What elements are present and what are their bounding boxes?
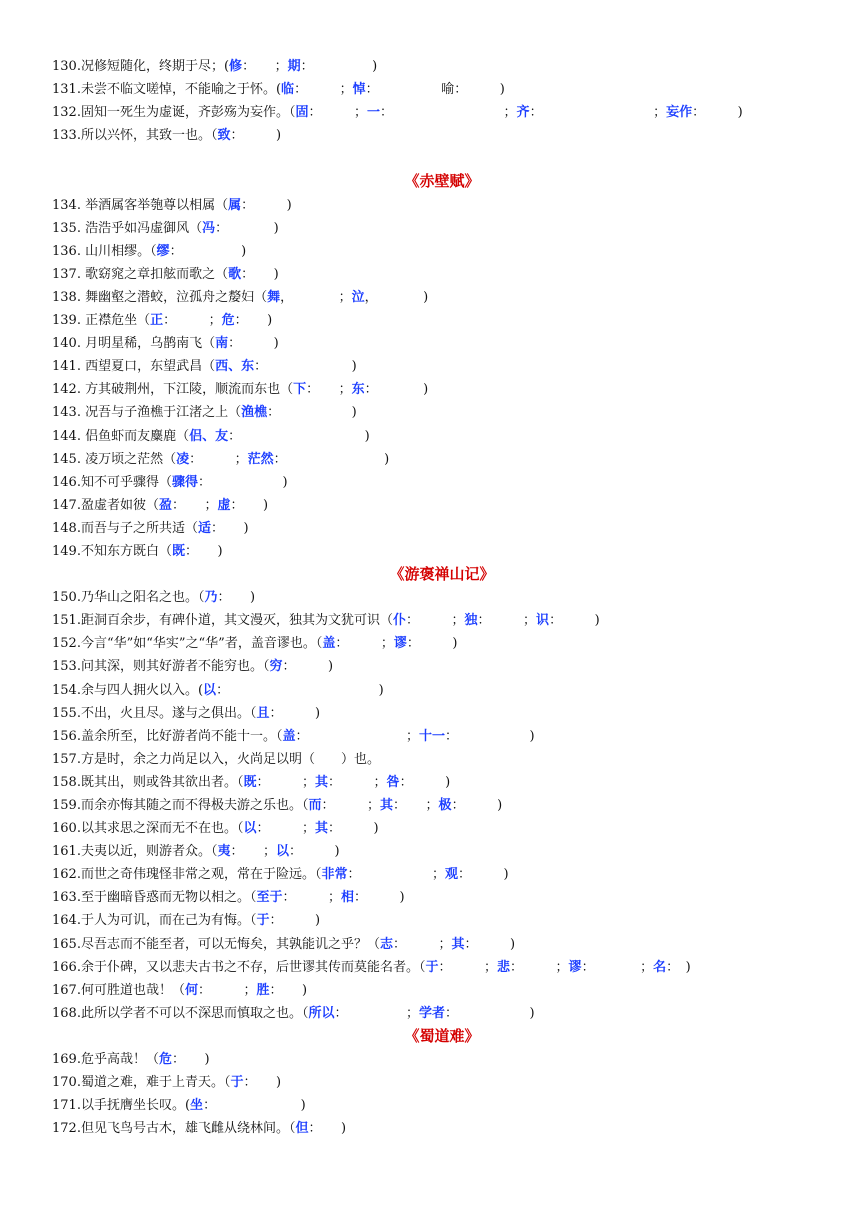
answer-blank[interactable]: (修： ；期： ) <box>223 59 378 74</box>
answer-blank[interactable]: （危： ) <box>145 1052 210 1068</box>
question-text: 固知一死生为虚诞，齐彭殇为妄作。 <box>80 105 289 121</box>
question-item <box>52 748 832 771</box>
question-text: 余与四人拥火以入。 <box>80 682 198 698</box>
question-item <box>52 494 832 517</box>
question-number: 172. <box>52 1121 81 1137</box>
answer-blank[interactable]: （仆： ；独： ；识： ) <box>379 613 600 629</box>
question-text: 未尝不临文嗟悼，不能喻之于怀。 <box>80 82 276 98</box>
question-text: 而吾与子之所共适 <box>80 520 185 536</box>
question-item <box>52 401 832 424</box>
answer-blank[interactable]: （非常： ；观： ) <box>314 867 509 883</box>
answer-blank[interactable]: （凌： ；茫然： ) <box>163 451 390 467</box>
question-number: 170. <box>52 1075 81 1091</box>
question-item <box>52 78 832 101</box>
question-text: 余于仆碑，又以悲夫古书之不存，后世谬其传而莫能名者。 <box>80 959 419 975</box>
question-number: 164. <box>52 913 81 929</box>
question-number: 154. <box>52 682 81 698</box>
answer-blank[interactable]: （盖： ；谬： ) <box>315 636 458 652</box>
answer-blank[interactable]: （舞， ；泣， ) <box>254 289 429 305</box>
question-item <box>52 448 832 471</box>
question-number: 153. <box>52 659 81 675</box>
answer-blank[interactable]: （乃： ) <box>197 590 256 606</box>
question-item <box>52 679 832 702</box>
question-item <box>52 240 832 263</box>
question-item <box>52 55 832 78</box>
answer-blank[interactable]: (临： ；悼： 喻： ) <box>275 82 505 98</box>
answer-blank[interactable]: （于： ) <box>249 913 321 929</box>
answer-blank[interactable]: （固： ；一： ；齐： ；妄作： ) <box>288 105 743 121</box>
question-text: 乃华山之阳名之也。 <box>80 590 198 606</box>
question-text: 以手抚膺坐长叹。 <box>80 1098 185 1114</box>
question-item <box>52 909 832 932</box>
question-text: 夫夷以近，则游者众。 <box>80 844 211 860</box>
question-item <box>52 355 832 378</box>
answer-blank[interactable]: （穷： ) <box>262 659 334 675</box>
answer-blank[interactable]: （渔樵： ) <box>228 405 357 421</box>
answer-blank[interactable]: （所以： ；学者： ) <box>301 1005 535 1021</box>
question-item <box>52 725 832 748</box>
question-text: 凌万顷之茫然 <box>85 451 164 467</box>
question-number: 130. <box>52 59 81 74</box>
question-text: 于人为可讥，而在己为有悔。 <box>80 913 250 929</box>
question-item <box>52 586 832 609</box>
question-number: 136. <box>52 243 86 259</box>
question-item <box>52 771 832 794</box>
answer-blank[interactable]: （盈： ；虚： ) <box>145 497 269 513</box>
question-number: 151. <box>52 613 81 629</box>
question-number: 132. <box>52 105 81 121</box>
answer-blank[interactable]: （既： ) <box>158 543 223 559</box>
question-item <box>52 263 832 286</box>
question-text: 西望夏口，东望武昌 <box>85 359 203 375</box>
question-text: 举酒属客举匏尊以相属 <box>85 197 216 213</box>
question-number: 160. <box>52 821 81 837</box>
answer-blank[interactable]: （至于： ；相： ) <box>249 890 405 906</box>
question-item <box>52 101 832 124</box>
question-item <box>52 124 832 147</box>
question-text: 危乎高哉！ <box>80 1052 146 1068</box>
question-number: 147. <box>52 497 81 513</box>
question-text: 方其破荆州，下江陵，顺流而东也 <box>85 382 281 398</box>
question-text: 尽吾志而不能至者，可以无悔矣，其孰能讥之乎？ <box>80 936 367 952</box>
answer-blank[interactable]: （歌： ) <box>215 266 279 282</box>
answer-blank[interactable]: （缪： ) <box>150 243 247 259</box>
question-number: 152. <box>52 636 81 652</box>
question-text: 所以兴怀，其致一也。 <box>80 128 211 144</box>
answer-blank[interactable]: （盖： ；十一： ) <box>275 728 535 744</box>
section-title: 《蜀道难》 <box>404 1026 480 1045</box>
question-item <box>52 517 832 540</box>
question-item <box>52 840 832 863</box>
question-item <box>52 956 832 979</box>
answer-blank[interactable]: （下： ；东： ) <box>280 382 429 398</box>
answer-blank[interactable]: 明（ ）也。 <box>288 751 380 767</box>
question-number: 142. <box>52 382 86 398</box>
question-text: 何可胜道也哉！ <box>80 982 172 998</box>
question-item <box>52 1094 832 1117</box>
question-text: 但见飞鸟号古木，雄飞雌从绕林间。 <box>80 1121 289 1137</box>
question-number: 140. <box>52 336 86 352</box>
question-item <box>52 309 832 332</box>
question-text: 至于幽暗昏惑而无物以相之。 <box>80 890 250 906</box>
question-number: 161. <box>52 844 81 860</box>
question-number: 144. <box>52 428 86 444</box>
question-text: 方是时，余之力尚足以入，火尚足以 <box>80 751 289 767</box>
question-number: 145. <box>52 451 86 467</box>
question-item <box>52 540 832 563</box>
question-text: 知不可乎骤得 <box>80 474 159 490</box>
question-text: 蜀道之难，难于上青天。 <box>80 1075 224 1091</box>
question-item <box>52 863 832 886</box>
section-title: 《游褒禅山记》 <box>389 565 495 584</box>
question-text: 浩浩乎如冯虚御风 <box>85 220 190 236</box>
answer-blank[interactable]: （属： ) <box>215 197 292 213</box>
question-item <box>52 332 832 355</box>
answer-blank[interactable]: （于： ；悲： ；谬： ；名： ) <box>418 959 691 975</box>
answer-blank[interactable]: （正： ；危： ) <box>137 313 273 329</box>
question-text: 距洞百余步，有碑仆道，其文漫灭，独其为文犹可识 <box>80 613 380 629</box>
answer-blank[interactable]: （西、东： ) <box>202 359 357 375</box>
question-number: 150. <box>52 590 81 606</box>
question-item <box>52 794 832 817</box>
question-item <box>52 609 832 632</box>
question-item <box>52 378 832 401</box>
question-text: 侣鱼虾而友麋鹿 <box>85 428 177 444</box>
spacer <box>52 147 832 170</box>
question-text: 山川相缪。 <box>85 243 151 259</box>
question-item <box>52 1071 832 1094</box>
question-item <box>52 632 832 655</box>
question-number: 168. <box>52 1005 81 1021</box>
question-item <box>52 425 832 448</box>
question-number: 158. <box>52 774 81 790</box>
question-number: 163. <box>52 890 81 906</box>
question-number: 157. <box>52 751 81 767</box>
question-number: 166. <box>52 959 81 975</box>
question-item <box>52 979 832 1002</box>
answer-blank[interactable]: （侣、友： ) <box>176 428 370 444</box>
answer-blank[interactable]: （志： ；其： ) <box>366 936 516 952</box>
question-item <box>52 217 832 240</box>
question-item <box>52 1002 832 1025</box>
question-number: 148. <box>52 520 81 536</box>
question-number: 155. <box>52 705 81 721</box>
question-item <box>52 886 832 909</box>
question-number: 146. <box>52 474 81 490</box>
answer-blank[interactable]: （既： ；其： ；咎： ) <box>236 774 451 790</box>
question-number: 134. <box>52 197 86 213</box>
question-text: 不知东方既白 <box>80 543 159 559</box>
question-text: 月明星稀，乌鹊南飞 <box>85 336 203 352</box>
question-number: 141. <box>52 359 86 375</box>
question-number: 131. <box>52 82 81 98</box>
question-number: 143. <box>52 405 86 421</box>
question-number: 139. <box>52 313 86 329</box>
question-text: 不出，火且尽。遂与之俱出。 <box>80 705 250 721</box>
question-number: 167. <box>52 982 81 998</box>
question-number: 171. <box>52 1098 81 1114</box>
question-item <box>52 933 832 956</box>
answer-blank[interactable]: （何： ；胜： ) <box>171 982 308 998</box>
answer-blank[interactable]: （而： ；其： ；极： ) <box>301 798 503 813</box>
question-text: 盈虚者如彼 <box>80 497 146 513</box>
answer-blank[interactable]: （且： ) <box>249 705 321 721</box>
answer-blank[interactable]: (坐： ) <box>184 1098 306 1114</box>
question-text: 而世之奇伟瑰怪非常之观，常在于险远。 <box>80 867 315 883</box>
question-item <box>52 702 832 725</box>
question-number: 133. <box>52 128 81 144</box>
question-text: 歌窈窕之章扣舷而歌之 <box>85 266 216 282</box>
question-number: 149. <box>52 543 81 559</box>
question-text: 正襟危坐 <box>85 313 138 329</box>
question-text: 况吾与子渔樵于江渚之上 <box>85 405 229 421</box>
question-item <box>52 1117 832 1140</box>
question-text: 舞幽壑之潜蛟，泣孤舟之嫠妇 <box>85 289 255 305</box>
question-text: 既其出，则或咎其欲出者。 <box>80 774 237 790</box>
question-item <box>52 471 832 494</box>
question-number: 165. <box>52 936 81 952</box>
question-number: 156. <box>52 728 81 744</box>
answer-blank[interactable]: （但： ) <box>288 1121 347 1137</box>
answer-blank[interactable]: (以： ) <box>197 682 384 698</box>
question-text: 盖余所至，比好游者尚不能十一。 <box>80 728 276 744</box>
question-number: 137. <box>52 266 86 282</box>
answer-blank[interactable]: （南： ) <box>202 336 279 352</box>
question-text: 以其求思之深而无不在也。 <box>80 821 237 837</box>
answer-blank[interactable]: （冯： ) <box>189 220 279 236</box>
question-item <box>52 286 832 309</box>
question-text: 此所以学者不可以不深思而慎取之也。 <box>80 1005 302 1021</box>
question-item <box>52 1048 832 1071</box>
question-number: 138. <box>52 289 86 305</box>
question-number: 135. <box>52 220 86 236</box>
question-text: 问其深，则其好游者不能穷也。 <box>80 659 263 675</box>
question-text: 而余亦悔其随之而不得极夫游之乐也。 <box>80 798 302 813</box>
question-number: 169. <box>52 1052 81 1068</box>
question-text: 今言“华”如“华实”之“华”者，盖音谬也。 <box>80 636 316 652</box>
section-title: 《赤壁赋》 <box>404 172 480 191</box>
question-text: 况修短随化，终期于尽； <box>80 59 224 74</box>
question-item <box>52 194 832 217</box>
answer-blank[interactable]: （夷： ；以： ) <box>210 844 340 860</box>
worksheet <box>52 55 832 1140</box>
question-number: 162. <box>52 867 81 883</box>
answer-blank[interactable]: （致： ) <box>210 128 282 144</box>
answer-blank[interactable]: （于： ) <box>223 1075 282 1091</box>
answer-blank[interactable]: （骤得： ) <box>158 474 288 490</box>
question-item <box>52 817 832 840</box>
answer-blank[interactable]: （适： ) <box>184 520 249 536</box>
question-item <box>52 655 832 678</box>
question-number: 159. <box>52 798 81 813</box>
answer-blank[interactable]: （以： ；其： ) <box>236 821 379 837</box>
